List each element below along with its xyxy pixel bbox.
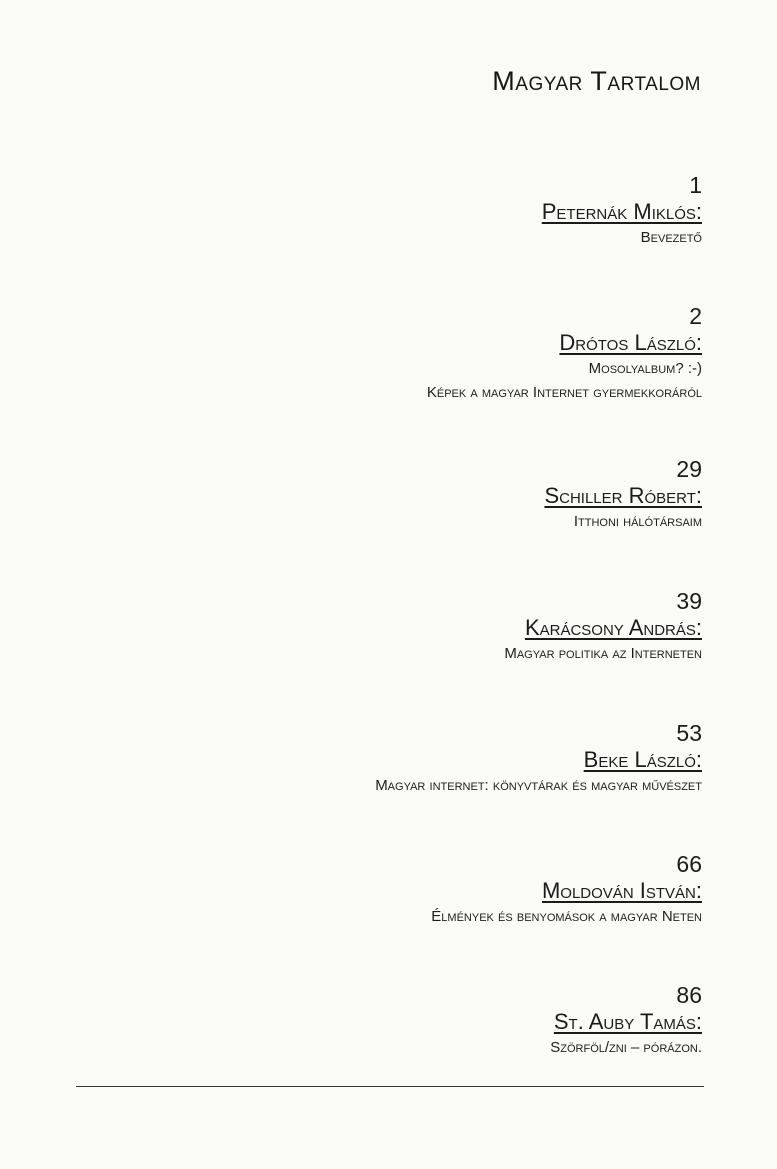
article-subtitle: Képek a magyar Internet gyermekkoráról <box>426 384 702 401</box>
author-name: Schiller Róbert: <box>544 483 702 508</box>
toc-entry <box>504 588 702 666</box>
toc-entry <box>544 456 702 534</box>
author-name: Karácsony András: <box>524 615 702 640</box>
page-number: 29 <box>676 456 702 482</box>
page-number: 53 <box>676 720 702 746</box>
page-number: 66 <box>676 851 702 877</box>
toc-entry <box>542 172 702 250</box>
author-name: St. Auby Tamás: <box>553 1009 702 1034</box>
author-name: Peternák Miklós: <box>541 199 702 224</box>
page-number: 39 <box>676 588 702 614</box>
toc-entry <box>550 982 702 1060</box>
article-title: Magyar politika az Interneten <box>504 645 702 662</box>
page-title: Magyar Tartalom <box>492 66 701 96</box>
article-title: Itthoni hálótársaim <box>573 513 702 530</box>
toc-entry <box>375 720 702 798</box>
bottom-divider <box>76 1086 704 1087</box>
toc-entry <box>431 851 702 929</box>
article-title: Mosolyalbum? :-) <box>588 360 702 377</box>
page-number: 86 <box>676 982 702 1008</box>
article-title: Élmények és benyomások a magyar Neten <box>431 908 702 925</box>
article-title: Szörföl/zni – pórázon. <box>550 1039 702 1056</box>
page-number: 2 <box>689 303 702 329</box>
author-name: Beke László: <box>583 747 702 772</box>
page-number: 1 <box>689 172 702 198</box>
author-name: Drótos László: <box>559 330 702 355</box>
author-name: Moldován István: <box>541 878 702 903</box>
article-title: Magyar internet: könyvtárak és magyar művészet <box>375 777 702 794</box>
article-title: Bevezető <box>640 229 702 246</box>
toc-entry <box>427 303 702 405</box>
